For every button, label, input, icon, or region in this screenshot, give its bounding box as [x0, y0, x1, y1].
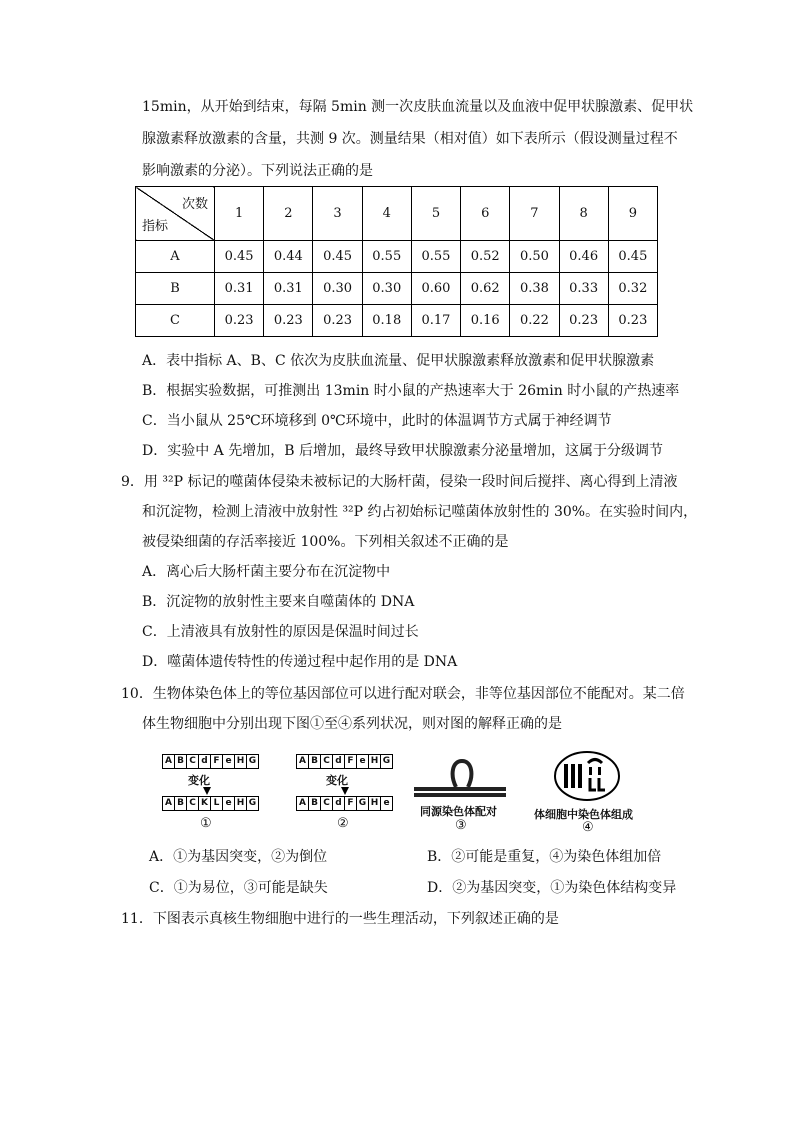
gene-box: F [210, 754, 223, 769]
change-label-1: 变化 [188, 774, 210, 787]
gene-box: C [186, 796, 199, 811]
column-header: 5 [411, 187, 460, 241]
figure-number-3: ③ [455, 818, 467, 833]
table-cell: 0.62 [461, 273, 510, 305]
table-cell: 0.44 [264, 241, 313, 273]
q9-option-b: B．沉淀物的放射性主要来自噬菌体的 DNA [142, 594, 415, 610]
table-cell: 0.46 [559, 241, 608, 273]
q9-option-d: D．噬菌体遗传特性的传递过程中起作用的是 DNA [142, 654, 458, 670]
figure-number-2: ② [337, 816, 349, 831]
table-cell: 0.23 [559, 305, 608, 337]
gene-sequence-2-changed [296, 796, 392, 811]
q8-option-c: C．当小鼠从 25℃环境移到 0℃环境中，此时的体温调节方式属于神经调节 [142, 413, 612, 429]
table-cell: 0.30 [362, 273, 411, 305]
table-row [136, 273, 658, 305]
table-cell: 0.33 [559, 273, 608, 305]
gene-box: d [332, 796, 345, 811]
column-header: 6 [461, 187, 510, 241]
column-header: 7 [510, 187, 559, 241]
table-cell: 0.52 [461, 241, 510, 273]
intro-line-2: 腺激素释放激素的含量，共测 9 次。测量结果（相对值）如下表所示（假设测量过程不 [142, 131, 678, 147]
gene-box: H [234, 754, 247, 769]
gene-box: H [368, 754, 381, 769]
gene-box: d [198, 754, 211, 769]
figure-number-4: ④ [582, 820, 594, 835]
gene-box: B [308, 796, 321, 811]
q10-option-d: D．②为基因突变，①为染色体结构变异 [427, 880, 677, 896]
gene-box: B [174, 754, 187, 769]
table-cell: 0.45 [215, 241, 264, 273]
table-cell: 0.32 [608, 273, 657, 305]
table-cell: 0.16 [461, 305, 510, 337]
gene-sequence-1-original [162, 754, 258, 769]
figure-number-1: ① [200, 816, 212, 831]
q10-stem-line-2: 体生物细胞中分别出现下图①至④系列状况，则对图的解释正确的是 [142, 716, 562, 732]
arrow-down-icon [202, 786, 212, 796]
q9-stem-line-3: 被侵染细菌的存活率接近 100%。下列相关叙述不正确的是 [142, 534, 509, 550]
measurement-table [135, 186, 658, 337]
gene-box: B [174, 796, 187, 811]
gene-box: d [332, 754, 345, 769]
q9-option-c: C．上清液具有放射性的原因是保温时间过长 [142, 624, 419, 640]
table-cell: 0.45 [608, 241, 657, 273]
gene-box: C [320, 796, 333, 811]
table-cell: 0.22 [510, 305, 559, 337]
column-header: 8 [559, 187, 608, 241]
gene-box: C [186, 754, 199, 769]
table-header-row [136, 187, 658, 241]
q8-option-a: A．表中指标 A、B、C 依次为皮肤血流量、促甲状腺激素释放激素和促甲状腺激素 [142, 353, 655, 369]
table-cell: 0.60 [411, 273, 460, 305]
gene-box: e [222, 754, 235, 769]
gene-box: F [344, 796, 357, 811]
header-index-label: 指标 [142, 219, 169, 234]
gene-box: G [246, 796, 259, 811]
table-row [136, 241, 658, 273]
q11-stem-line-1: 11．下图表示真核生物细胞中进行的一些生理活动，下列叙述正确的是 [121, 911, 559, 927]
gene-box: A [162, 796, 175, 811]
gene-sequence-2-original [296, 754, 392, 769]
q10-option-b: B．②可能是重复，④为染色体组加倍 [427, 849, 662, 865]
change-label-2: 变化 [326, 774, 348, 787]
column-header: 3 [313, 187, 362, 241]
gene-box: F [344, 754, 357, 769]
gene-box: L [210, 796, 223, 811]
q8-option-b: B．根据实验数据，可推测出 13min 时小鼠的产热速率大于 26min 时小鼠的产热速率 [142, 383, 680, 399]
gene-box: e [356, 754, 369, 769]
table-cell: 0.55 [411, 241, 460, 273]
gene-box: A [162, 754, 175, 769]
column-header: 1 [215, 187, 264, 241]
cell-chromosome-illustration [552, 750, 622, 802]
table-cell: 0.55 [362, 241, 411, 273]
gene-box: H [234, 796, 247, 811]
gene-box: G [356, 796, 369, 811]
q10-option-a: A．①为基因突变，②为倒位 [149, 849, 328, 865]
gene-box: G [380, 754, 393, 769]
table-cell: 0.23 [264, 305, 313, 337]
gene-box: A [296, 796, 309, 811]
header-count-label: 次数 [181, 197, 208, 212]
gene-box: G [246, 754, 259, 769]
row-label: B [136, 273, 215, 305]
arrow-down-icon [340, 786, 350, 796]
table-cell: 0.17 [411, 305, 460, 337]
q8-option-d: D．实验中 A 先增加，B 后增加，最终导致甲状腺激素分泌量增加，这属于分级调节 [142, 443, 663, 459]
gene-box: B [308, 754, 321, 769]
table-cell: 0.18 [362, 305, 411, 337]
q9-stem-line-1: 9．用 ³²P 标记的噬菌体侵染未被标记的大肠杆菌，侵染一段时间后搅拌、离心得到上清液 [121, 474, 678, 490]
intro-line-3: 影响激素的分泌）。下列说法正确的是 [142, 163, 373, 179]
table-cell: 0.30 [313, 273, 362, 305]
column-header: 2 [264, 187, 313, 241]
pairing-label: 同源染色体配对 [420, 805, 497, 818]
q10-option-c: C．①为易位，③可能是缺失 [149, 880, 328, 896]
table-cell: 0.45 [313, 241, 362, 273]
q10-stem-line-1: 10．生物体染色体上的等位基因部位可以进行配对联会，非等位基因部位不能配对。某二倍 [121, 686, 685, 702]
table-cell: 0.23 [313, 305, 362, 337]
gene-box: H [368, 796, 381, 811]
gene-sequence-1-changed [162, 796, 258, 811]
row-label: C [136, 305, 215, 337]
gene-box: e [380, 796, 393, 811]
homologous-pairing-loop-illustration [412, 755, 508, 800]
table-cell: 0.31 [264, 273, 313, 305]
table-cell: 0.23 [215, 305, 264, 337]
gene-box: A [296, 754, 309, 769]
q9-stem-line-2: 和沉淀物，检测上清液中放射性 ³²P 约占初始标记噬菌体放射性的 30%。在实验时间内， [142, 504, 698, 520]
column-header: 9 [608, 187, 657, 241]
table-row [136, 305, 658, 337]
table-cell: 0.38 [510, 273, 559, 305]
gene-box: K [198, 796, 211, 811]
table-cell: 0.50 [510, 241, 559, 273]
table-cell: 0.23 [608, 305, 657, 337]
table-cell: 0.31 [215, 273, 264, 305]
q9-option-a: A．离心后大肠杆菌主要分布在沉淀物中 [142, 564, 391, 580]
column-header: 4 [362, 187, 411, 241]
row-label: A [136, 241, 215, 273]
gene-box: C [320, 754, 333, 769]
cell-composition-label: 体细胞中染色体组成 [534, 808, 633, 821]
intro-line-1: 15min，从开始到结束，每隔 5min 测一次皮肤血流量以及血液中促甲状腺激素、促甲状 [142, 99, 694, 115]
table-corner-cell [136, 187, 215, 241]
gene-box: e [222, 796, 235, 811]
